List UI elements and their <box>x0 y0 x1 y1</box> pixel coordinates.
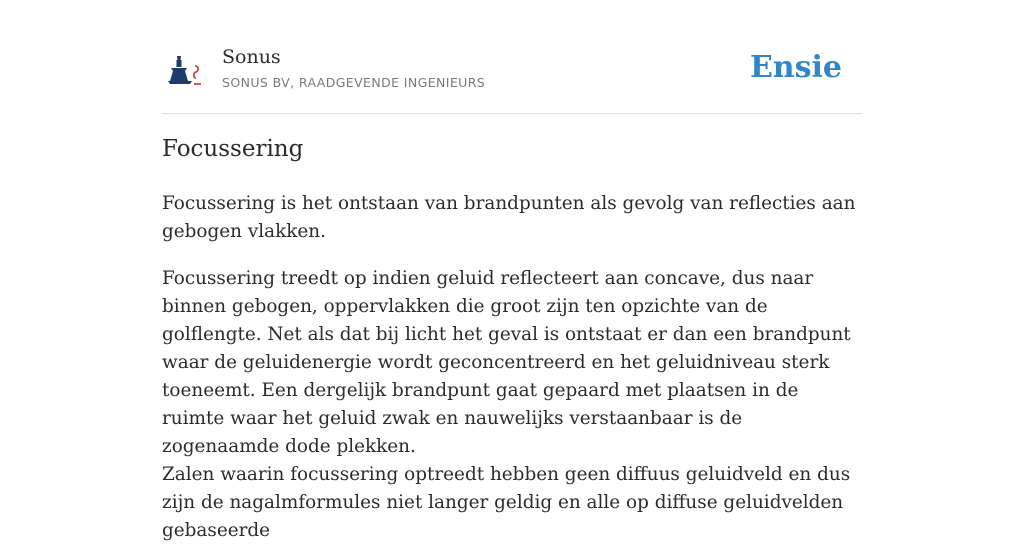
org-subtitle: SONUS BV, RAADGEVENDE INGENIEURS <box>222 75 486 90</box>
org-name: Sonus <box>222 46 281 68</box>
content-column <box>162 0 862 541</box>
sonus-logo-icon[interactable] <box>168 54 206 88</box>
body-paragraph: Focussering treedt op indien geluid reflecteert aan concave, dus naar binnen gebogen, oppervlakken die groot zijn ten opzichte van de golflengte. Net als dat bij licht het geval is ontstaat er dan een brandpunt waar de geluidenergie wordt geconcentreerd en het geluidniveau sterk toeneemt. Een dergelijk brandpunt gaat gepaard met plaatsen in de ruimte waar het geluid zwak en nauwelijks verstaanbaar is de zogenaamde dode plekken. <box>162 268 851 457</box>
header <box>162 0 862 114</box>
brand-logo-link[interactable]: Ensie <box>749 50 842 85</box>
definition-paragraph: Focussering is het ontstaan van brandpunten als gevolg van reflecties aan gebogen vlakken. <box>162 193 856 242</box>
body-paragraph: Zalen waarin focussering optreedt hebben geen diffuus geluidveld en dus zijn de nagalmformules niet langer geldig en alle op diffuse geluidvelden gebaseerde <box>162 464 851 541</box>
page-title: Focussering <box>162 136 304 162</box>
